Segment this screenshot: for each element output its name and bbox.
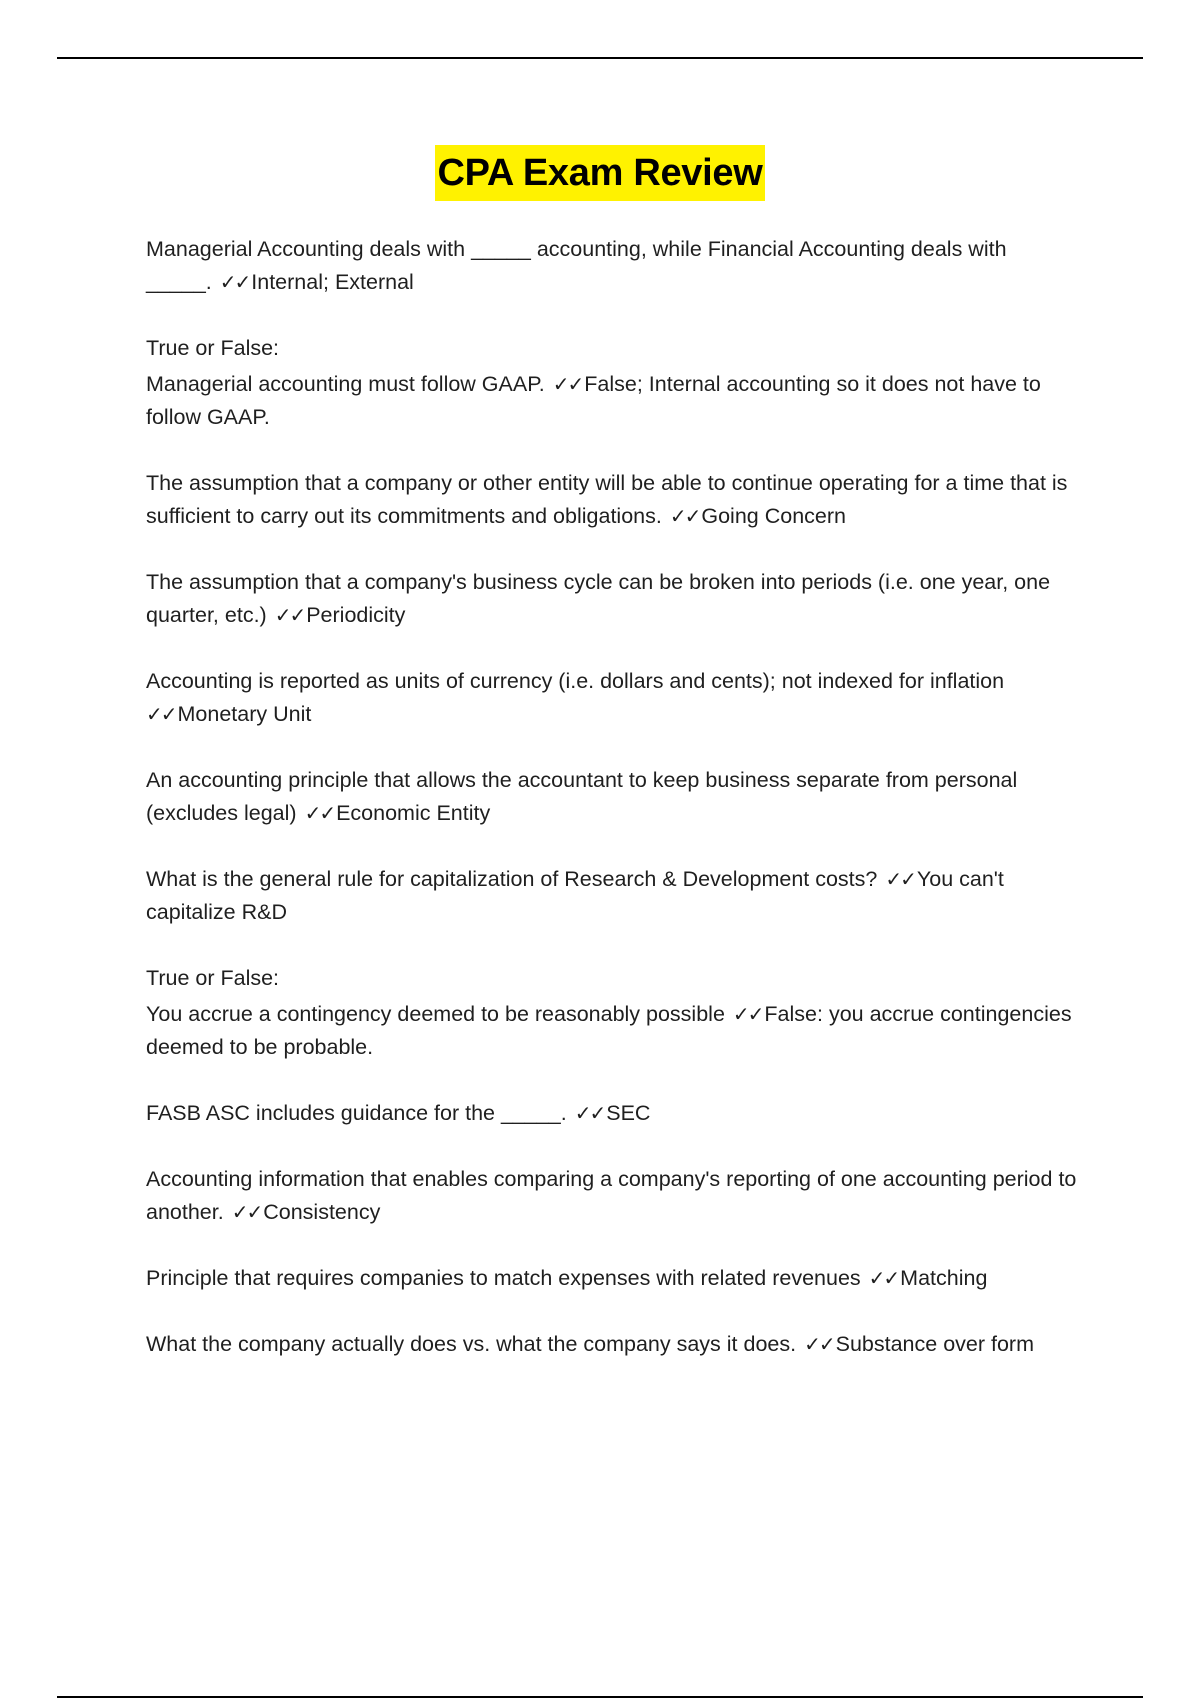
- answer-text: You can't capitalize R&D: [146, 867, 1004, 924]
- question-text: The assumption that a company or other entity will be able to continue operating for a time that is sufficient to carry out its commitments and obligations.: [146, 471, 1068, 528]
- qa-item-8: [146, 962, 1086, 1064]
- double-check-icon: ✓✓: [274, 603, 305, 627]
- question-text: What is the general rule for capitalization of Research & Development costs?: [146, 867, 878, 891]
- bottom-rule: [57, 1696, 1143, 1698]
- answer-text: Consistency: [263, 1200, 381, 1224]
- double-check-icon: ✓✓: [574, 1101, 605, 1125]
- answer-text: Economic Entity: [336, 801, 491, 825]
- document-title: CPA Exam Review: [435, 145, 766, 201]
- double-check-icon: ✓✓: [219, 270, 250, 294]
- question-text: You accrue a contingency deemed to be reasonably possible: [146, 1002, 725, 1026]
- double-check-icon: ✓✓: [669, 504, 700, 528]
- qa-item-10: [146, 1163, 1086, 1229]
- qa-item-9: [146, 1097, 1086, 1130]
- double-check-icon: ✓✓: [804, 1332, 834, 1356]
- question-text: What the company actually does vs. what the company says it does.: [146, 1332, 797, 1356]
- title-wrapper: [0, 145, 1200, 201]
- question-text: Accounting is reported as units of currency (i.e. dollars and cents); not indexed for inflation: [146, 669, 1005, 693]
- answer-text: Matching: [900, 1266, 988, 1290]
- true-false-prefix: True or False:: [146, 336, 280, 360]
- double-check-icon: ✓✓: [885, 867, 915, 891]
- top-rule: [57, 57, 1143, 59]
- qa-item-6: [146, 764, 1086, 830]
- question-text: Accounting information that enables comparing a company's reporting of one accounting period to another.: [146, 1167, 1077, 1224]
- double-check-icon: ✓✓: [146, 702, 176, 726]
- answer-text: False; Internal accounting so it does not have to follow GAAP.: [146, 372, 1041, 429]
- answer-text: Going Concern: [701, 504, 846, 528]
- qa-item-2: [146, 332, 1086, 434]
- answer-text: Monetary Unit: [177, 702, 312, 726]
- answer-text: Internal; External: [251, 270, 414, 294]
- double-check-icon: ✓✓: [231, 1200, 262, 1224]
- qa-item-1: [146, 233, 1086, 299]
- question-text: Managerial accounting must follow GAAP.: [146, 372, 545, 396]
- double-check-icon: ✓✓: [868, 1266, 899, 1290]
- double-check-icon: ✓✓: [552, 372, 583, 396]
- answer-text: SEC: [606, 1101, 651, 1125]
- qa-list: [146, 233, 1086, 1394]
- answer-text: False: you accrue contingencies deemed to be probable.: [146, 1002, 1072, 1059]
- true-false-prefix: True or False:: [146, 966, 280, 990]
- qa-item-5: [146, 665, 1086, 731]
- qa-item-11: [146, 1262, 1086, 1295]
- qa-item-7: [146, 863, 1086, 929]
- answer-text: Periodicity: [306, 603, 406, 627]
- question-text: The assumption that a company's business cycle can be broken into periods (i.e. one year, one quarter, etc.): [146, 570, 1051, 627]
- double-check-icon: ✓✓: [732, 1002, 763, 1026]
- qa-item-3: [146, 467, 1086, 533]
- qa-item-12: [146, 1328, 1086, 1361]
- question-text: Managerial Accounting deals with _____ accounting, while Financial Accounting deals with _____.: [146, 237, 1007, 294]
- question-text: Principle that requires companies to match expenses with related revenues: [146, 1266, 861, 1290]
- qa-item-4: [146, 566, 1086, 632]
- double-check-icon: ✓✓: [304, 801, 335, 825]
- question-text: An accounting principle that allows the accountant to keep business separate from personal (excludes legal): [146, 768, 1018, 825]
- answer-text: Substance over form: [835, 1332, 1034, 1356]
- question-text: FASB ASC includes guidance for the _____.: [146, 1101, 567, 1125]
